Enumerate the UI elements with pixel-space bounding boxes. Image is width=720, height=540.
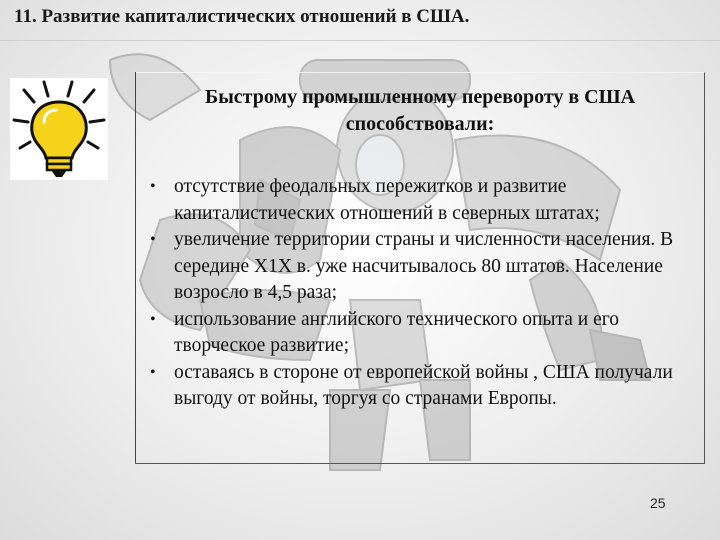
bullet-dot: • [150, 178, 156, 195]
heading-line-1: Быстрому промышленному перевороту в США [204, 86, 636, 108]
list-item-text: использование английского технического опыта и его творческое развитие; [174, 308, 620, 356]
content-heading [150, 84, 690, 138]
slide-title: 11. Развитие капиталистических отношений в США. [14, 6, 470, 27]
bullet-dot: • [150, 231, 156, 248]
list-item-text: оставаясь в стороне от европейской войны , США получали выгоду от войны, торгуя со странами Европы. [174, 361, 673, 409]
list-item [148, 360, 698, 413]
title-divider [0, 40, 720, 41]
list-item-text: отсутствие феодальных пережитков и развитие капиталистических отношений в северных штатах; [174, 176, 600, 224]
list-item [148, 174, 698, 227]
bullet-dot: • [150, 310, 156, 328]
bullet-dot: • [150, 363, 156, 381]
heading-line-2: способствовали: [345, 113, 495, 135]
content-frame-left-edge [135, 72, 136, 462]
list-item [148, 227, 698, 307]
list-item [148, 307, 698, 360]
list-item-text: увеличение территории страны и численности населения. В середине Х1Х в. уже насчитывалось 80 штатов. Население возросло в 4,5 раза; [174, 229, 674, 303]
bullet-list [148, 174, 698, 413]
lightbulb-icon [10, 78, 108, 180]
lightbulb-icon-box [10, 78, 108, 180]
page-number: 25 [650, 495, 666, 511]
